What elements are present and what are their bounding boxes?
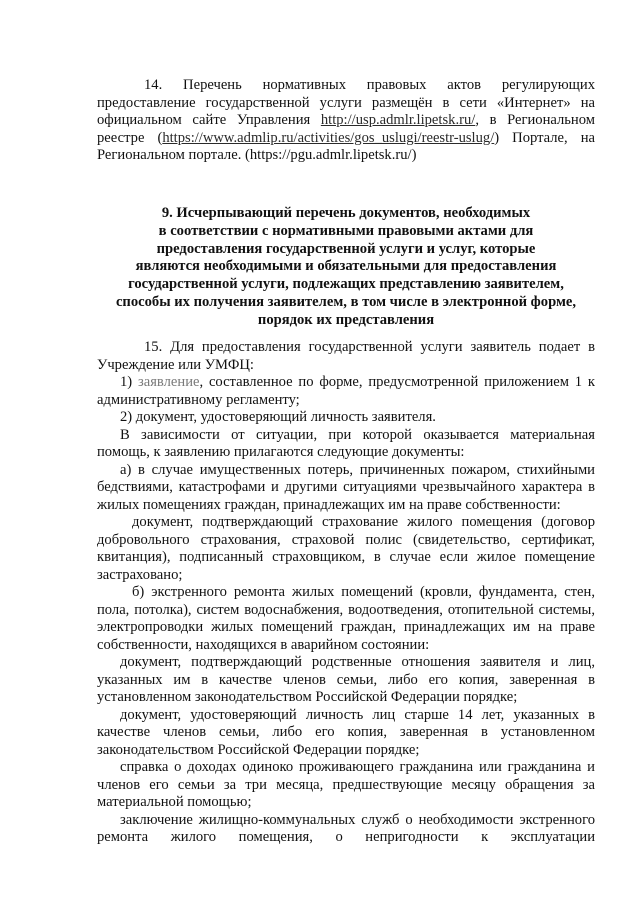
item-14-text-3: ) Портале, на Региональном портале. (https://pgu.admlr.lipetsk.ru/) [97, 129, 595, 163]
heading-line: являются необходимыми и обязательными для предоставления [135, 258, 557, 275]
item-14-block [97, 77, 595, 165]
case-a-paragraph: а) в случае имущественных потерь, причиненных пожаром, стихийными бедствиями, катастрофами и другими ситуациями чрезвычайного характера в жилых помещениях граждан, принадлежащих им на праве собственности: [97, 461, 595, 513]
doc-1-text: , составленное по форме, предусмотренной приложением 1 к административному регламенту; [97, 374, 595, 408]
heading-line: предоставления государственной услуги и услуг, которые [156, 240, 536, 257]
case-b-document-3: справка о доходах одиноко проживающего гражданина или гражданина и членов его семьи за три месяца, предшествующие месяцу обращения за материальной помощью; [97, 759, 595, 810]
case-b-document-1: документ, подтверждающий родственные отношения заявителя и лиц, указанных им в качестве членов семьи, либо его копия, заверенная в установленном законодательством Российской Федерации порядке; [97, 654, 595, 705]
item-15-paragraph: 15. Для предоставления государственной услуги заявитель подает в Учреждение или УМФЦ: [97, 339, 595, 373]
heading-line: порядок их представления [257, 311, 435, 328]
case-a-document-paragraph: документ, подтверждающий страхование жилого помещения (договор добровольного страхования, страховой полис (свидетельство, сертификат, квитанция), подписанный страховщиком, в случае если жилое помещение застраховано; [97, 514, 595, 583]
doc-2-paragraph: 2) документ, удостоверяющий личность заявителя. [120, 409, 436, 425]
doc-1-paragraph [97, 374, 595, 409]
case-b-document-4: заключение жилищно-коммунальных служб о необходимости экстренного ремонта жилого помещения, о непригодности к эксплуатации [97, 811, 595, 845]
situation-paragraph: В зависимости от ситуации, при которой оказывается материальная помощь, к заявлению прилагаются следующие документы: [97, 426, 595, 460]
doc-1-keyword: заявление [137, 374, 200, 390]
heading-line: 9. Исчерпывающий перечень документов, необходимых [161, 205, 531, 221]
case-b-paragraph: б) экстренного ремонта жилых помещений (кровли, фундамента, стен, пола, потолка), систем водоснабжения, водоотведения, отопительной системы, электропроводки жилых помещений граждан, принадлежащих им на праве собственности, находящихся в аварийном состоянии: [97, 584, 595, 653]
section-9-heading [97, 205, 595, 330]
heading-line: в соответствии с нормативными правовыми актами для [158, 222, 534, 239]
item-14-text: 14. Перечень нормативных правовых актов регулирующих предоставление государственной услуги размещён в сети «Интернет» на официальном сайте Управления [97, 77, 595, 128]
item-14-text-2: , в Региональном реестре ( [97, 112, 595, 146]
registry-link[interactable]: https://www.admlip.ru/activities/gos_uslugi/reestr-uslug/ [162, 129, 495, 146]
doc-1-number: 1) [120, 374, 138, 390]
usp-site-link[interactable]: http://usp.admlr.lipetsk.ru/ [320, 112, 476, 128]
item-14-paragraph [97, 77, 595, 165]
heading-line: способы их получения заявителем, в том числе в электронной форме, [115, 293, 577, 310]
case-b-document-2: документ, удостоверяющий личность лиц старше 14 лет, указанных в качестве членов семьи, либо его копия, заверенная в установленном законодательством Российской Федерации порядке; [97, 706, 595, 758]
item-15-block [97, 339, 595, 847]
heading-line: государственной услуги, подлежащих представлению заявителем, [128, 276, 564, 293]
